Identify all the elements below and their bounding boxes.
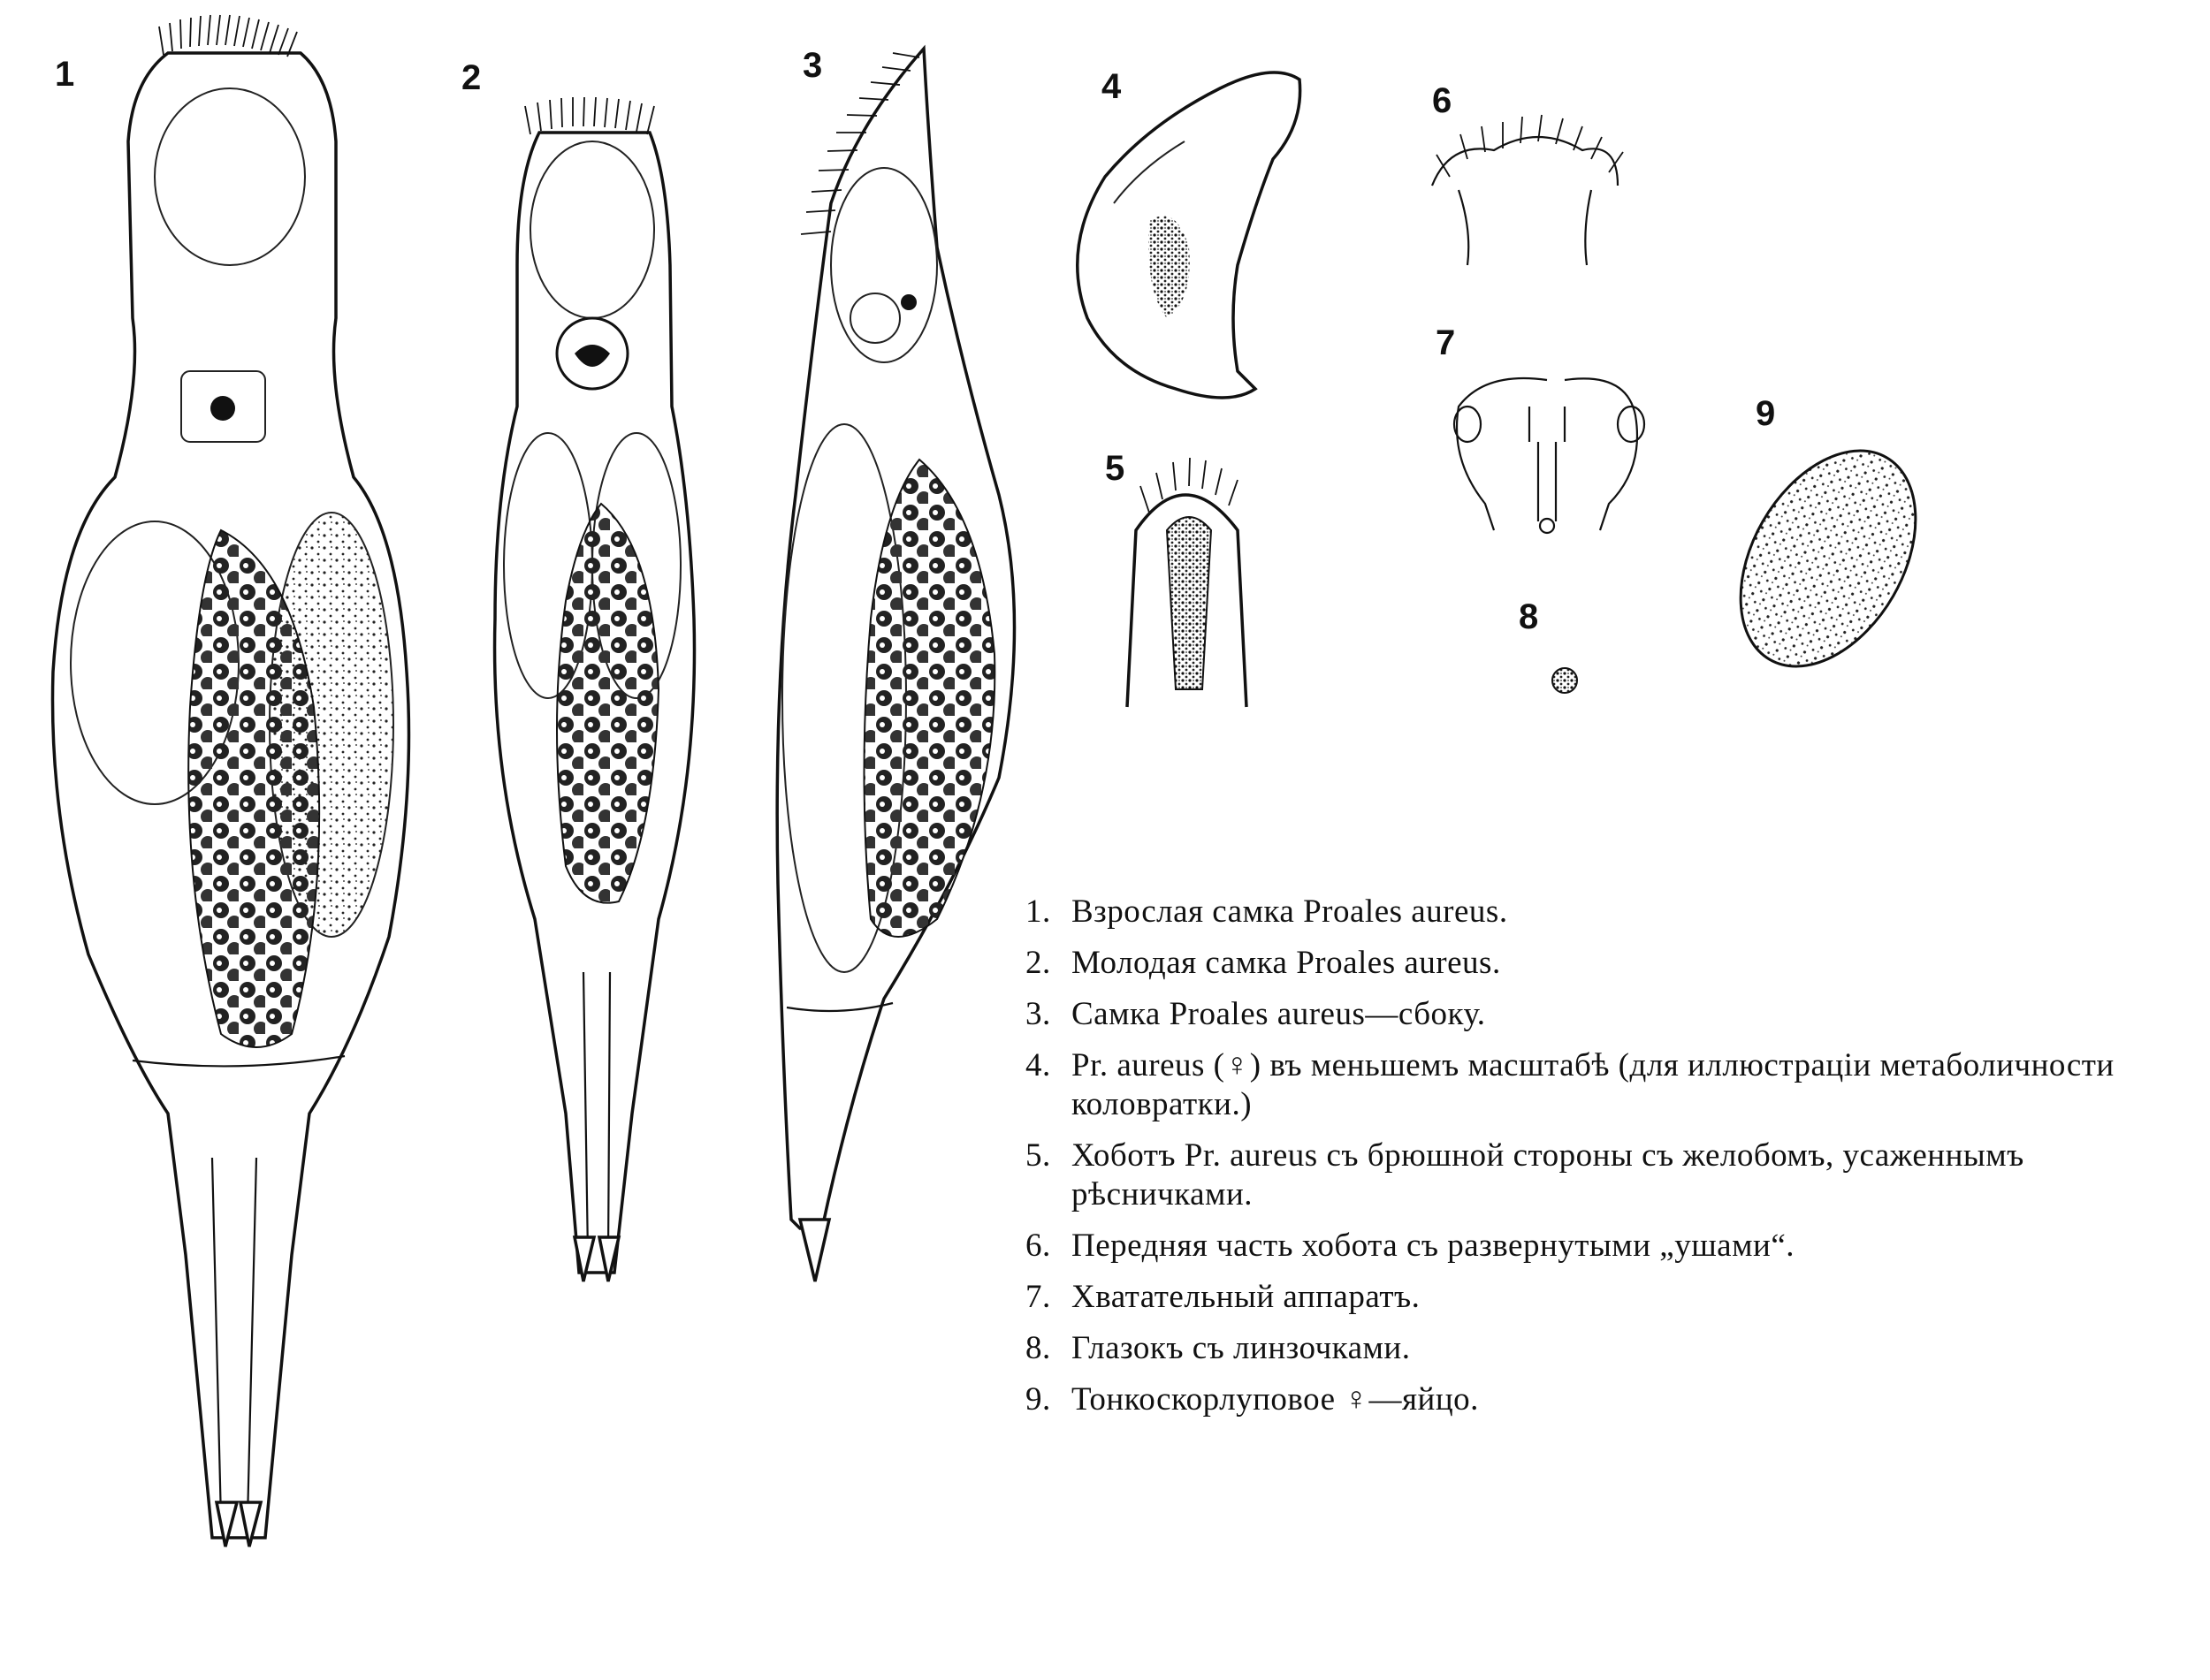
figure-1-adult-female (53, 15, 409, 1547)
caption-number: 8. (1025, 1330, 1051, 1366)
caption-item (1025, 995, 2175, 1034)
caption-number: 5. (1025, 1137, 1051, 1174)
caption-number: 4. (1025, 1047, 1051, 1083)
caption-item (1025, 1136, 2175, 1214)
figure-5-proboscis (1127, 458, 1246, 707)
figure-9-egg (1704, 420, 1951, 697)
caption-item (1025, 1278, 2175, 1317)
caption-number: 3. (1025, 996, 1051, 1032)
caption-item (1025, 1329, 2175, 1368)
caption-text: Передняя часть хобота съ развернутыми „ушами“. (1071, 1228, 1795, 1264)
caption-item (1025, 944, 2175, 983)
figure-number-2: 2 (461, 58, 482, 97)
caption-text: Тонкоскорлуповое ♀—яйцо. (1071, 1381, 1479, 1418)
caption-number: 9. (1025, 1381, 1051, 1418)
caption-text: Pr. aureus (♀) въ меньшемъ масштабѣ (для иллюстраціи метаболичности коловратки.) (1071, 1047, 2115, 1122)
caption-text: Глазокъ съ линзочками. (1071, 1330, 1411, 1366)
figure-2-young-female (495, 97, 695, 1281)
figure-number-6: 6 (1432, 81, 1452, 120)
caption-text: Взрослая самка Proales aureus. (1071, 893, 1508, 930)
figure-number-3: 3 (803, 46, 823, 85)
figure-number-1: 1 (55, 55, 75, 94)
figure-number-8: 8 (1519, 597, 1539, 636)
figure-6-proboscis-front (1432, 115, 1623, 265)
caption-item (1025, 1046, 2175, 1124)
figure-4-small-scale (1078, 72, 1300, 398)
figure-7-grasping-apparatus (1454, 378, 1644, 533)
caption-item (1025, 1380, 2175, 1419)
figure-number-5: 5 (1105, 449, 1125, 488)
caption-text: Хватательный аппаратъ. (1071, 1279, 1421, 1315)
figure-3-female-side-view (777, 49, 1014, 1281)
caption-list (1025, 893, 2175, 1432)
caption-text: Молодая самка Proales aureus. (1071, 945, 1501, 981)
caption-number: 6. (1025, 1228, 1051, 1264)
caption-number: 7. (1025, 1279, 1051, 1315)
caption-item (1025, 893, 2175, 931)
figure-number-4: 4 (1101, 67, 1122, 106)
caption-text: Самка Proales aureus—сбоку. (1071, 996, 1486, 1032)
caption-item (1025, 1227, 2175, 1266)
figure-number-7: 7 (1436, 323, 1456, 362)
caption-text: Хоботъ Pr. aureus съ брюшной стороны съ желобомъ, усаженнымъ рѣсничками. (1071, 1137, 2024, 1212)
caption-number: 1. (1025, 893, 1051, 930)
figure-8-eye (1552, 668, 1577, 693)
figure-number-9: 9 (1756, 394, 1776, 433)
caption-number: 2. (1025, 945, 1051, 981)
